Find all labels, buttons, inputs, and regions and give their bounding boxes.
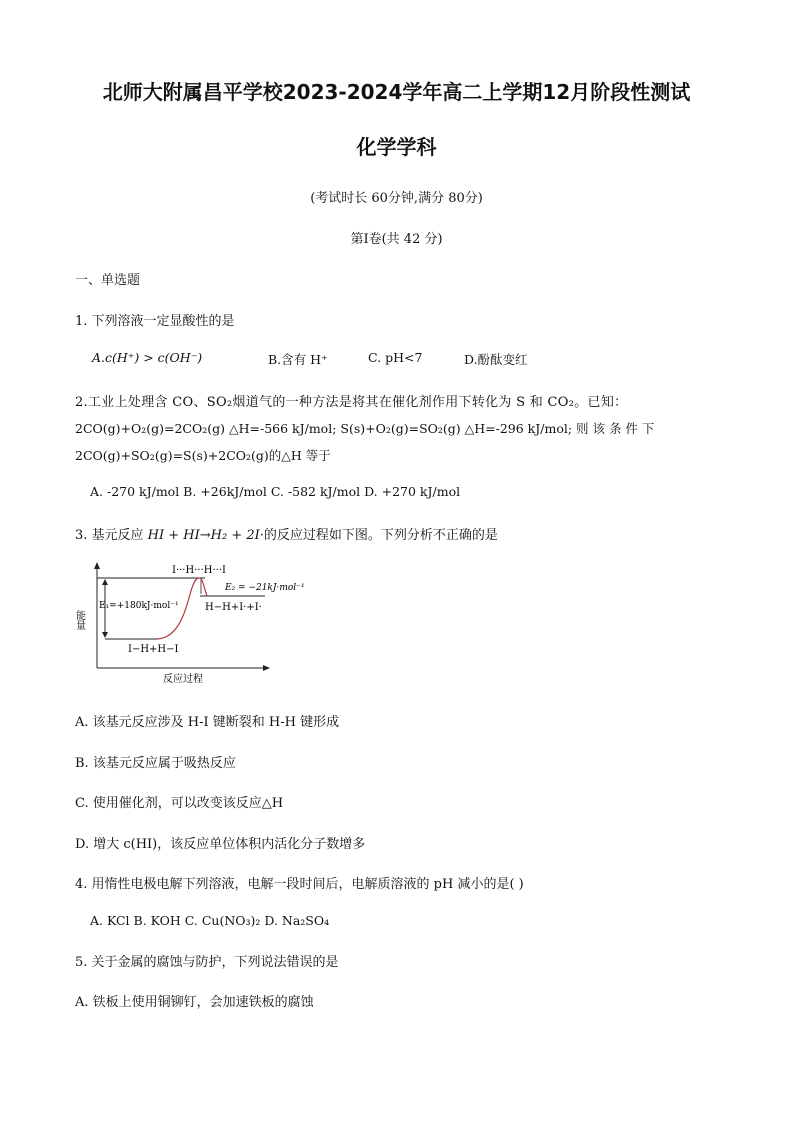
q1-option-d: D.酚酞变红 xyxy=(464,352,528,367)
reaction-energy-diagram xyxy=(75,558,315,688)
subject-title: 化学学科 xyxy=(356,135,437,159)
y-axis-label: 能量 xyxy=(73,610,85,630)
q2-line1: 2.工业上处理含 CO、SO₂烟道气的一种方法是将其在催化剂作用下转化为 S 和 CO₂。已知： xyxy=(75,395,628,410)
q3-stem: 3. 基元反应 HI + HI→H₂ + 2I·的反应过程如下图。下列分析不正确的是 xyxy=(75,528,498,543)
product-label: H−H+I·+I· xyxy=(205,602,262,613)
e1-arrow-up-icon xyxy=(102,579,108,585)
q1-option-b: B.含有 H⁺ xyxy=(268,352,328,367)
q3-option-a: A. 该基元反应涉及 H-I 键断裂和 H-H 键形成 xyxy=(75,715,340,730)
section-heading: 一、单选题 xyxy=(75,273,141,288)
q4-stem: 4. 用惰性电极电解下列溶液，电解一段时间后，电解质溶液的 pH 减小的是( ) xyxy=(75,877,524,892)
q2-line2: 2CO(g)+O₂(g)=2CO₂(g) △H=-566 kJ/mol; S(s)+O₂(g)=SO₂(g) △H=-296 kJ/mol; 则 该 条 件 下 xyxy=(75,421,655,436)
q1-option-a: A.c(H⁺) > c(OH⁻) xyxy=(92,350,203,365)
q3-option-d: D. 增大 c(HI)，该反应单位体积内活化分子数增多 xyxy=(75,837,366,852)
ts-label: I···H···H···I xyxy=(172,565,226,576)
y-axis-arrow-icon xyxy=(94,562,100,569)
x-axis-label: 反应过程 xyxy=(163,674,203,685)
q5-option-a: A. 铁板上使用铜铆钉，会加速铁板的腐蚀 xyxy=(75,995,314,1010)
q3-option-b: B. 该基元反应属于吸热反应 xyxy=(75,756,236,771)
e1-arrow-down-icon xyxy=(102,632,108,638)
q4-options: A. KCl B. KOH C. Cu(NO₃)₂ D. Na₂SO₄ xyxy=(90,913,330,928)
part-heading: 第Ⅰ卷(共 42 分) xyxy=(350,232,443,247)
exam-title: 北师大附属昌平学校2023-2024学年高二上学期12月阶段性测试 xyxy=(102,80,691,104)
q5-stem: 5. 关于金属的腐蚀与防护，下列说法错误的是 xyxy=(75,955,339,970)
q2-options: A. -270 kJ/mol B. +26kJ/mol C. -582 kJ/mol D. +270 kJ/mol xyxy=(90,484,461,499)
e2-label: E₂ = −21kJ·mol⁻¹ xyxy=(225,583,305,593)
q3-option-c: C. 使用催化剂，可以改变该反应△H xyxy=(75,796,284,811)
q1-option-c: C. pH<7 xyxy=(368,350,423,365)
e1-label: E₁=+180kJ·mol⁻¹ xyxy=(99,601,179,611)
q1-stem: 1. 下列溶液一定显酸性的是 xyxy=(75,314,235,329)
time-note: (考试时长 60分钟,满分 80分) xyxy=(310,191,483,206)
reactant-label: I−H+H−I xyxy=(128,644,179,655)
q2-line3: 2CO(g)+SO₂(g)=S(s)+2CO₂(g)的△H 等于 xyxy=(75,448,331,463)
x-axis-arrow-icon xyxy=(263,665,270,671)
